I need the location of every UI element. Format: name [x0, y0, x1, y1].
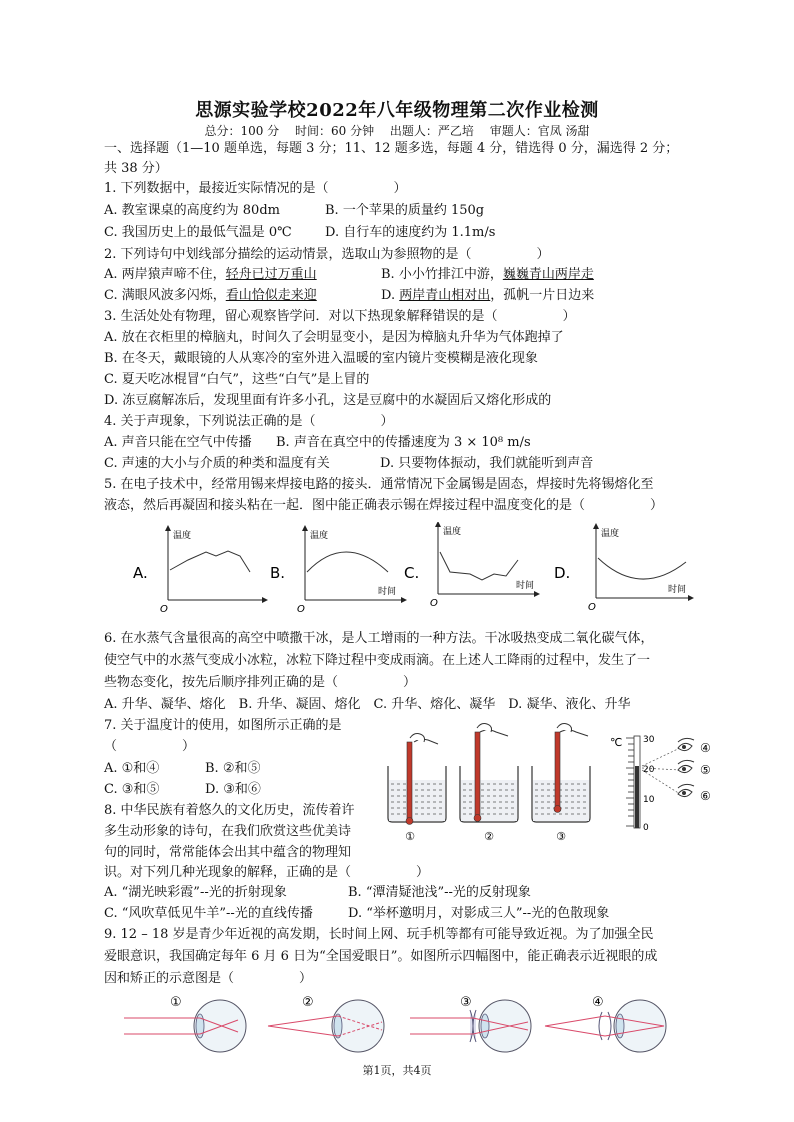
- q4-stem: 4. 关于声现象，下列说法正确的是（ ）: [104, 414, 394, 429]
- q7-thermometer-figure: [380, 722, 720, 844]
- eye-diagram-2: [268, 995, 384, 1052]
- section-heading-cont: 共 38 分）: [104, 161, 168, 176]
- q5-stem-line2: 液态，然后再凝固和接头粘在一起．图中能正确表示锡在焊接过程中温度变化的是（ ）: [104, 498, 664, 513]
- q7-option-a: A. ①和④: [104, 761, 160, 776]
- scale-tick-10: 10: [643, 795, 655, 805]
- q6-stem-line3: 些物态变化，按先后顺序排列正确的是（ ）: [104, 675, 417, 690]
- scale-tick-30: 30: [643, 735, 655, 745]
- graph-a: [133, 525, 268, 614]
- beaker-3-label: ③: [556, 830, 566, 843]
- section-heading: 一、选择题（1—10 题单选，每题 3 分；11、12 题多选，每题 4 分，错选得 0 分，漏选得 2 分；: [104, 141, 679, 156]
- q8-option-b: B. “潭清疑池浅”--光的反射现象: [348, 885, 531, 900]
- q5-stem-line1: 5. 在电子技术中，经常用锡来焊接电路的接头．通常情况下金属锡是固态，焊接时先将锡熔化至: [104, 477, 654, 492]
- graph-d-label: D.: [554, 564, 571, 582]
- eye-diagram-3: [410, 995, 531, 1052]
- eye-diagram-2-label: ②: [302, 995, 314, 1010]
- q1-stem: 1. 下列数据中，最接近实际情况的是（ ）: [104, 181, 407, 196]
- page-footer: 第1页，共4页: [362, 1064, 432, 1077]
- graph-b: [270, 525, 407, 614]
- q5-graphs: [120, 522, 700, 614]
- q3-option-a: A. 放在衣柜里的樟脑丸，时间久了会明显变小，是因为樟脑丸升华为气体跑掉了: [104, 330, 564, 345]
- q3-option-c: C. 夏天吃冰棍冒“白气”，这些“白气”是上冒的: [104, 372, 370, 387]
- q8-stem-line1: 8. 中华民族有着悠久的文化历史，流传着许: [104, 803, 355, 818]
- q2-stem: 2. 下列诗句中划线部分描绘的运动情景，选取山为参照物的是（ ）: [104, 247, 550, 262]
- eye-diagram-3-label: ③: [460, 995, 472, 1010]
- q9-stem-line2: 爱眼意识，我国确定每年 6 月 6 日为“全国爱眼日”。如图所示四幅图中，能正确表示近视眼的成: [104, 949, 658, 964]
- eye-diagram-4-label: ④: [592, 995, 604, 1010]
- q3-option-b: B. 在冬天，戴眼镜的人从寒冷的室外进入温暖的室内镜片变模糊是液化现象: [104, 351, 538, 366]
- q8-option-d: D. “举杯邀明月，对影成三人”--光的色散现象: [348, 906, 610, 921]
- q8-stem-line3: 句的同时，常常能体会出其中蕴含的物理知: [104, 845, 352, 860]
- q7-stem: 7. 关于温度计的使用，如图所示正确的是: [104, 718, 342, 733]
- q9-stem-line1: 9. 12 – 18 岁是青少年近视的高发期，长时间上网、玩手机等都有可能导致近视。为了加强全民: [104, 927, 654, 942]
- thermometer-scale: [610, 735, 680, 833]
- graph-c-label: C.: [404, 564, 420, 582]
- graph-c-xlabel: 时间: [516, 581, 535, 591]
- graph-b-label: B.: [270, 564, 286, 582]
- beaker-2-label: ②: [484, 830, 494, 843]
- eye-icon: [678, 760, 711, 777]
- beaker-2: [460, 724, 518, 844]
- beaker-3: [532, 724, 590, 844]
- eye-icon: [678, 738, 711, 755]
- q2-option-a: A. 两岸猿声啼不住，轻舟已过万重山: [104, 267, 317, 282]
- graph-d-xlabel: 时间: [668, 585, 687, 595]
- scale-unit: ℃: [610, 736, 623, 749]
- graph-c: [404, 522, 540, 609]
- graph-a-label: A.: [133, 564, 148, 582]
- q7-option-c: C. ③和⑤: [104, 782, 160, 797]
- eye-diagram-1: [124, 995, 246, 1052]
- q8-option-c: C. “风吹草低见牛羊”--光的直线传播: [104, 906, 313, 921]
- q7-option-b: B. ②和⑤: [205, 761, 261, 776]
- q4-option-c: C. 声速的大小与介质的种类和温度有关: [104, 456, 330, 471]
- exam-meta: 总分：100 分 时间：60 分钟 出题人：严乙培 审题人：官凤 汤甜: [204, 124, 590, 138]
- q2-option-b: B. 小小竹排江中游，巍巍青山两岸走: [381, 267, 594, 282]
- q6-stem-line1: 6. 在水蒸气含量很高的高空中喷撒干冰，是人工增雨的一种方法。干冰吸热变成二氧化碳气体，: [104, 631, 654, 646]
- scale-tick-20: 20: [643, 765, 655, 775]
- graph-b-xlabel: 时间: [378, 587, 397, 597]
- graph-b-origin: O: [297, 604, 305, 614]
- graph-c-ylabel: 温度: [443, 527, 462, 537]
- eye-diagram-4: [545, 995, 666, 1052]
- eye-label-6: ⑥: [700, 789, 711, 803]
- q4-option-b: B. 声音在真空中的传播速度为 3 × 10⁸ m/s: [276, 435, 531, 450]
- graph-a-origin: O: [160, 604, 168, 614]
- q6-stem-line2: 使空气中的水蒸气变成小冰粒，冰粒下降过程中变成雨滴。在上述人工降雨的过程中，发生了一: [104, 653, 651, 668]
- graph-c-origin: O: [430, 598, 438, 609]
- q1-option-a: A. 教室课桌的高度约为 80dm: [104, 203, 280, 218]
- q9-eye-diagrams: [120, 992, 680, 1056]
- q3-option-d: D. 冻豆腐解冻后，发现里面有许多小孔，这是豆腐中的水凝固后又熔化形成的: [104, 393, 552, 408]
- graph-b-ylabel: 温度: [310, 531, 329, 541]
- beaker-1-label: ①: [405, 830, 415, 843]
- q7-stem-paren: （ ）: [104, 739, 196, 754]
- page-title: 思源实验学校2022年八年级物理第二次作业检测: [195, 100, 599, 121]
- q2-option-c: C. 满眼风波多闪烁，看山恰似走来迎: [104, 288, 317, 303]
- q4-option-a: A. 声音只能在空气中传播: [104, 435, 252, 450]
- q1-option-c: C. 我国历史上的最低气温是 0℃: [104, 225, 292, 240]
- eye-icon: [678, 784, 711, 803]
- q1-option-b: B. 一个苹果的质量约 150g: [325, 203, 485, 218]
- eye-label-4: ④: [700, 741, 711, 755]
- graph-d-ylabel: 温度: [601, 529, 620, 539]
- graph-d-origin: O: [588, 602, 596, 613]
- graph-a-ylabel: 温度: [173, 531, 192, 541]
- q1-option-d: D. 自行车的速度约为 1.1m/s: [325, 225, 496, 240]
- beaker-1: [388, 734, 446, 844]
- eye-label-5: ⑤: [700, 763, 711, 777]
- graph-d: [554, 523, 694, 613]
- q8-stem-line4: 识。对下列几种光现象的解释，正确的是（ ）: [104, 865, 430, 880]
- eye-diagram-1-label: ①: [170, 995, 182, 1010]
- q4-option-d: D. 只要物体振动，我们就能听到声音: [380, 456, 594, 471]
- q9-stem-line3: 因和矫正的示意图是（ ）: [104, 971, 313, 986]
- q7-option-d: D. ③和⑥: [205, 782, 261, 797]
- q6-options: A. 升华、凝华、熔化 B. 升华、凝固、熔化 C. 升华、熔化、凝华 D. 凝华、液化、升华: [104, 697, 631, 712]
- q8-option-a: A. “湖光映彩霞”--光的折射现象: [104, 885, 287, 900]
- q8-stem-line2: 多生动形象的诗句，在我们欣赏这些优美诗: [104, 824, 352, 839]
- q2-option-d: D. 两岸青山相对出，孤帆一片日边来: [381, 288, 595, 303]
- scale-tick-0: 0: [643, 823, 649, 833]
- q3-stem: 3. 生活处处有物理，留心观察皆学问．对以下热现象解释错误的是（ ）: [104, 309, 576, 324]
